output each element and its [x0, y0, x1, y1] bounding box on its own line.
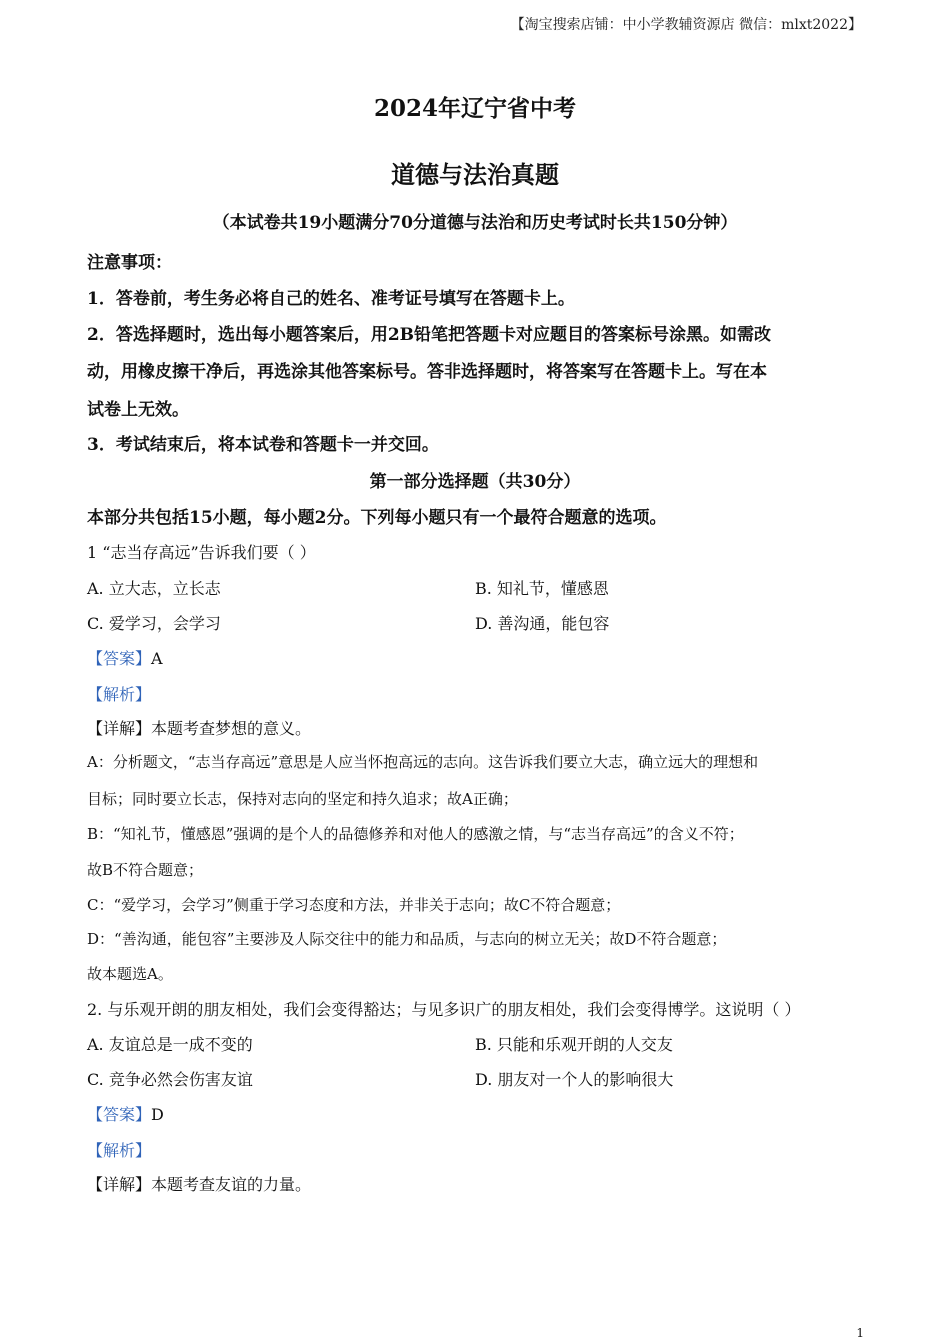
section-description: 本部分共包括15小题，每小题2分。下列每小题只有一个最符合题意的选项。	[87, 508, 667, 528]
exam-info: （本试卷共19小题满分70分道德与法治和历史考试时长共150分钟）	[212, 213, 738, 233]
q1-explanation-1b: 目标；同时要立长志，保持对志向的坚定和持久追求；故A正确；	[87, 790, 518, 808]
q1-explanation-2b: 故B不符合题意；	[87, 861, 204, 879]
q1-explanation-5: 故本题选A。	[87, 965, 173, 983]
q2-option-d: D. 朋友对一个人的影响很大	[475, 1070, 674, 1089]
notice-line-1: 1．答卷前，考生务必将自己的姓名、准考证号填写在答题卡上。	[87, 289, 575, 309]
q2-option-a: A. 友谊总是一成不变的	[87, 1035, 253, 1054]
q1-explanation-1a: A：分析题文，“志当存高远”意思是人应当怀抱高远的志向。这告诉我们要立大志，确立远大的理想和	[87, 753, 759, 771]
q1-explanation-2a: B：“知礼节，懂感恩”强调的是个人的品德修养和对他人的感激之情，与“志当存高远”的含义不符；	[87, 825, 744, 843]
page-header: 【淘宝搜索店铺：中小学教辅资源店 微信：mlxt2022】	[510, 17, 862, 33]
notice-heading: 注意事项：	[87, 253, 172, 273]
q1-explanation-4: D：“善沟通，能包容”主要涉及人际交往中的能力和品质，与志向的树立无关；故D不符合题意；	[87, 930, 727, 948]
notice-line-2b: 动，用橡皮擦干净后，再选涂其他答案标号。答非选择题时，将答案写在答题卡上。写在本	[87, 362, 767, 382]
q1-analysis-tag: 【解析】	[87, 685, 152, 704]
q1-option-d: D. 善沟通，能包容	[475, 614, 610, 633]
q1-option-a: A. 立大志，立长志	[87, 579, 221, 598]
q2-detail: 【详解】本题考查友谊的力量。	[87, 1175, 312, 1194]
page-number: 1	[856, 1326, 864, 1340]
answer-tag: 【答案】	[87, 1105, 152, 1124]
q2-stem: 2. 与乐观开朗的朋友相处，我们会变得豁达；与见多识广的朋友相处，我们会变得博学。这说明（ ）	[87, 1000, 801, 1019]
notice-line-2c: 试卷上无效。	[87, 400, 189, 420]
q1-option-c: C. 爱学习，会学习	[87, 614, 221, 633]
q1-explanation-3: C：“爱学习，会学习”侧重于学习态度和方法，并非关于志向；故C不符合题意；	[87, 896, 621, 914]
q1-answer	[87, 646, 163, 669]
q2-answer	[87, 1102, 164, 1125]
answer-tag: 【答案】	[87, 649, 152, 668]
q1-option-b: B. 知礼节，懂感恩	[475, 579, 609, 598]
q2-option-b: B. 只能和乐观开朗的人交友	[475, 1035, 673, 1054]
notice-line-2a: 2．答选择题时，选出每小题答案后，用2B铅笔把答题卡对应题目的答案标号涂黑。如需改	[87, 325, 772, 345]
section-title: 第一部分选择题（共30分）	[369, 472, 581, 492]
notice-line-3: 3．考试结束后，将本试卷和答题卡一并交回。	[87, 435, 439, 455]
answer-value: A	[151, 649, 163, 668]
page-subtitle-title: 道德与法治真题	[391, 160, 559, 189]
q1-stem: 1 “志当存高远”告诉我们要（ ）	[87, 543, 316, 562]
q1-detail: 【详解】本题考查梦想的意义。	[87, 719, 312, 738]
q2-option-c: C. 竞争必然会伤害友谊	[87, 1070, 253, 1089]
q2-analysis-tag: 【解析】	[87, 1141, 152, 1160]
answer-value: D	[151, 1105, 164, 1124]
page-title: 2024年辽宁省中考	[373, 95, 576, 122]
